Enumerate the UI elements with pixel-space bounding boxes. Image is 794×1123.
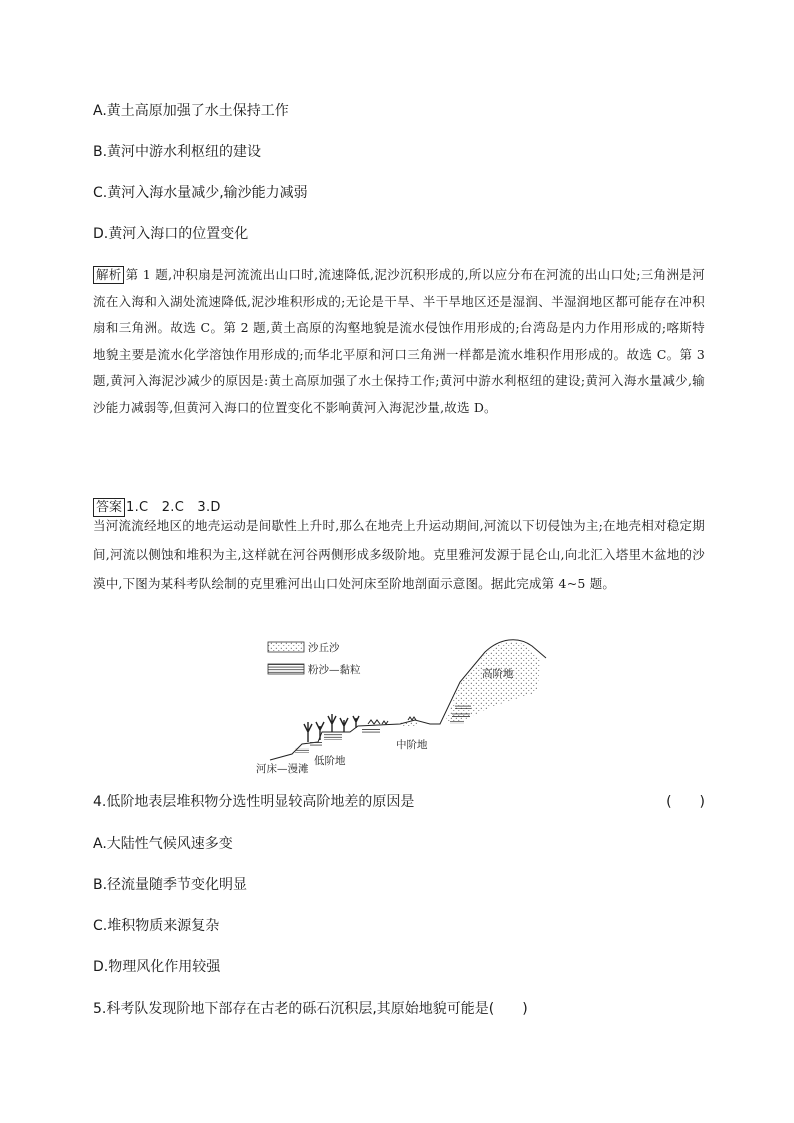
analysis-block [93,262,705,422]
low-terrace-silt-2 [310,742,322,747]
legend-silt-label: 粉沙—黏粒 [308,664,361,676]
question-5: 5.科考队发现阶地下部存在古老的砾石沉积层,其原始地貌可能是( ) [93,1001,528,1017]
low-terrace-silt-1 [295,748,309,753]
analysis-text: 第 1 题,冲积扇是河流流出山口时,流速降低,泥沙沉积形成的,所以应分布在河流的出山口处;三角洲是河流在入海和入湖处流速降低,泥沙堆积形成的;无论是干旱、半干旱地区还是湿润、半湿润地区都可能存在冲积扇和三角洲。故选 C。第 2 题,黄土高原的沟壑地貌是流水侵蚀作用形成的;台湾岛是内力作用形成的;喀斯特地貌主要是流水化学溶蚀作用形成的;而华北平原和河口三角洲一样都是流水堆积作用形成的。故选 C。第 3 题,黄河入海泥沙减少的原因是:黄土高原加强了水土保持工作;黄河中游水利枢纽的建设;黄河入海水量减少,输沙能力减弱等,但黄河入海口的位置变化不影响黄河入海泥沙量,故选 D。 [93,267,705,415]
legend-sand-swatch [268,642,304,652]
question-4 [93,793,705,811]
terrace-profile-diagram [250,632,560,782]
q4-option-c: C.堆积物质来源复杂 [93,918,220,934]
prev-option-b: B.黄河中游水利枢纽的建设 [93,144,262,160]
q4-answer-paren: ( ) [666,794,705,810]
q4-option-a: A.大陆性气候风速多变 [93,836,233,852]
label-riverbed-floodplain: 河床—漫滩 [256,763,309,775]
prev-option-a: A.黄土高原加强了水土保持工作 [93,103,289,119]
low-terrace-silt-3 [324,734,342,740]
legend-silt-swatch [268,664,304,674]
legend-sand-label: 沙丘沙 [308,642,340,654]
high-terrace-silt-2 [452,712,470,717]
answer-tag: 答案 [93,498,125,517]
label-high-terrace: 高阶地 [482,668,514,680]
prev-option-c: C.黄河入海水量减少,输沙能力减弱 [93,185,308,201]
legend [268,641,361,676]
label-mid-terrace: 中阶地 [396,739,428,751]
mid-terrace-silt [362,728,380,734]
q4-option-b: B.径流量随季节变化明显 [93,877,248,893]
mid-terrace-sand [400,722,418,726]
q4-stem: 4.低阶地表层堆积物分选性明显较高阶地差的原因是 [93,794,415,810]
label-low-terrace: 低阶地 [314,755,346,767]
high-terrace-silt-3 [450,720,464,724]
passage-text: 当河流流经地区的地壳运动是间歇性上升时,那么在地壳上升运动期间,河流以下切侵蚀为主;在地壳相对稳定期间,河流以侧蚀和堆积为主,这样就在河谷两侧形成多级阶地。克里雅河发源于昆仑山,向北汇入塔里木盆地的沙漠中,下图为某科考队绘制的克里雅河出山口处河床至阶地剖面示意图。据此完成第 4~5 题。 [93,518,705,591]
prev-option-d: D.黄河入海口的位置变化 [93,226,249,242]
answer-text: 1.C 2.C 3.D [126,500,221,515]
q4-option-d: D.物理风化作用较强 [93,959,221,975]
high-terrace-silt-1 [455,704,471,709]
analysis-tag: 解析 [93,266,124,284]
